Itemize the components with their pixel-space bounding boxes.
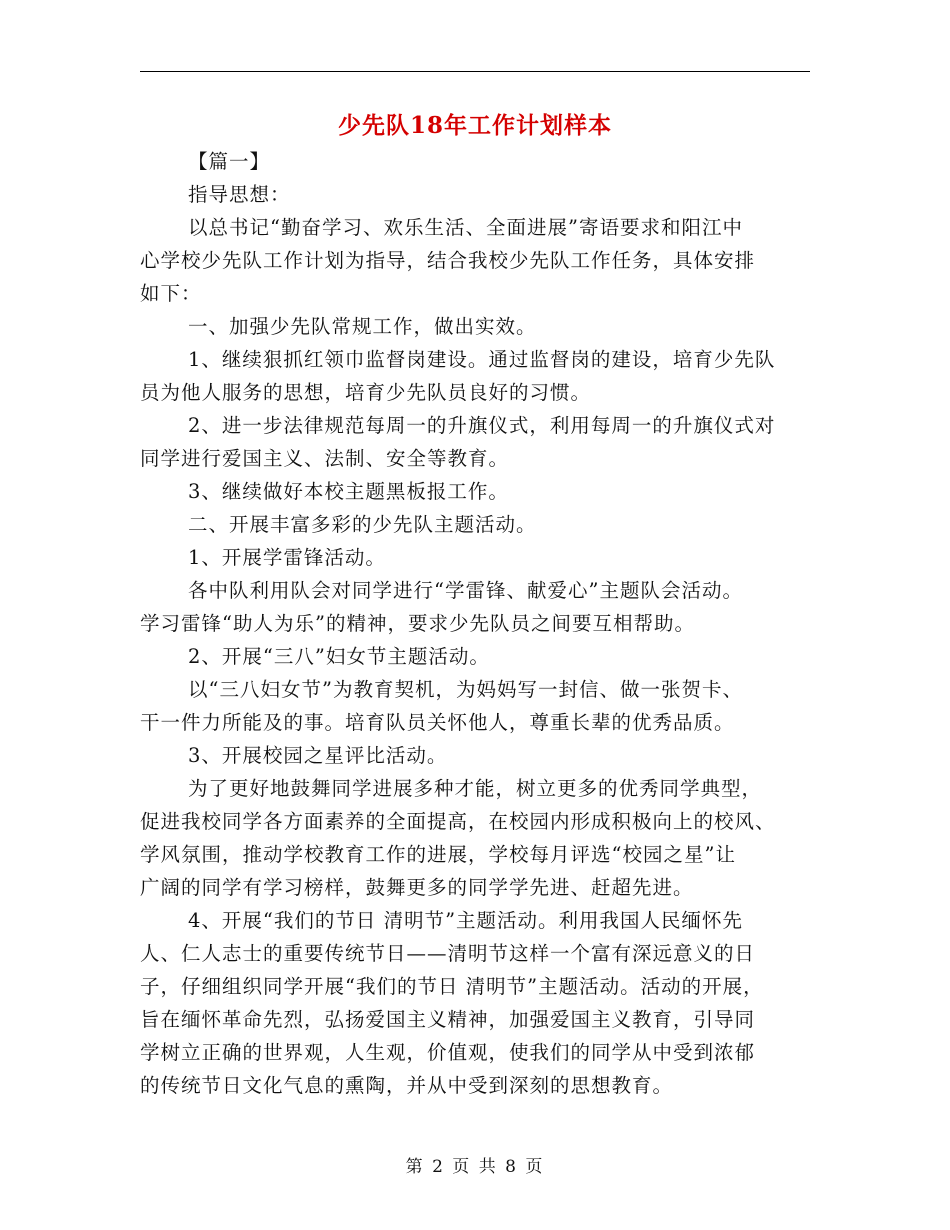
paragraph-line: 旨在缅怀革命先烈，弘扬爱国主义精神，加强爱国主义教育，引导同 — [140, 1008, 756, 1031]
paragraph — [140, 904, 810, 1102]
paragraph-line: 2、进一步法律规范每周一的升旗仪式，利用每周一的升旗仪式对 — [188, 414, 776, 437]
paragraph — [140, 475, 810, 508]
paragraph-line: 心学校少先队工作计划为指导，结合我校少先队工作任务，具体安排 — [140, 249, 756, 272]
document-body — [140, 145, 810, 1102]
paragraph-line: 干一件力所能及的事。培育队员关怀他人，尊重长辈的优秀品质。 — [140, 711, 735, 734]
paragraph — [140, 409, 810, 475]
paragraph — [140, 310, 810, 343]
paragraph-line: 以“三八妇女节”为教育契机，为妈妈写一封信、做一张贺卡、 — [188, 678, 743, 701]
paragraph-line: 的传统节日文化气息的熏陶，并从中受到深刻的思想教育。 — [140, 1074, 674, 1097]
paragraph-line: 促进我校同学各方面素养的全面提高，在校园内形成积极向上的校风、 — [140, 810, 776, 833]
paragraph — [140, 541, 810, 574]
paragraph — [140, 145, 810, 178]
paragraph-line: 同学进行爱国主义、法制、安全等教育。 — [140, 447, 510, 470]
document-title: 少先队18年工作计划样本 — [337, 112, 612, 139]
paragraph — [140, 508, 810, 541]
paragraph-line: 人、仁人志士的重要传统节日——清明节这样一个富有深远意义的日 — [140, 942, 756, 965]
paragraph-line: 指导思想： — [188, 183, 291, 206]
paragraph-line: 各中队利用队会对同学进行“学雷锋、献爱心”主题队会活动。 — [188, 579, 743, 602]
paragraph-line: 为了更好地鼓舞同学进展多种才能，树立更多的优秀同学典型， — [188, 777, 763, 800]
paragraph — [140, 343, 810, 409]
paragraph-line: 学风氛围，推动学校教育工作的进展，学校每月评选“校园之星”让 — [140, 843, 736, 866]
paragraph-line: 二、开展丰富多彩的少先队主题活动。 — [188, 513, 537, 536]
paragraph-line: 一、加强少先队常规工作，做出实效。 — [188, 315, 537, 338]
paragraph-line: 员为他人服务的思想，培育少先队员良好的习惯。 — [140, 381, 592, 404]
paragraph-line: 如下： — [140, 282, 202, 305]
paragraph-line: 广阔的同学有学习榜样，鼓舞更多的同学学先进、赶超先进。 — [140, 876, 694, 899]
paragraph-line: 4、开展“我们的节日 清明节”主题活动。利用我国人民缅怀先 — [188, 909, 744, 932]
paragraph — [140, 640, 810, 673]
paragraph — [140, 673, 810, 739]
paragraph — [140, 772, 810, 904]
paragraph-line: 以总书记“勤奋学习、欢乐生活、全面进展”寄语要求和阳江中 — [188, 216, 743, 239]
paragraph-line: 子，仔细组织同学开展“我们的节日 清明节”主题活动。活动的开展， — [140, 975, 764, 998]
paragraph-line: 学树立正确的世界观，人生观，价值观，使我们的同学从中受到浓郁 — [140, 1041, 756, 1064]
paragraph-line: 1、开展学雷锋活动。 — [188, 546, 386, 569]
paragraph-line: 1、继续狠抓红领巾监督岗建设。通过监督岗的建设，培育少先队 — [188, 348, 776, 371]
paragraph — [140, 178, 810, 211]
page-number: 第 2 页 共 8 页 — [405, 1157, 545, 1177]
paragraph — [140, 739, 810, 772]
header-rule — [140, 71, 810, 72]
paragraph-line: 3、开展校园之星评比活动。 — [188, 744, 448, 767]
paragraph-line: 3、继续做好本校主题黑板报工作。 — [188, 480, 509, 503]
paragraph-line: 2、开展“三八”妇女节主题活动。 — [188, 645, 490, 668]
paragraph-line: 【篇一】 — [188, 150, 271, 173]
paragraph-line: 学习雷锋“助人为乐”的精神，要求少先队员之间要互相帮助。 — [140, 612, 695, 635]
paragraph — [140, 211, 810, 310]
paragraph — [140, 574, 810, 640]
